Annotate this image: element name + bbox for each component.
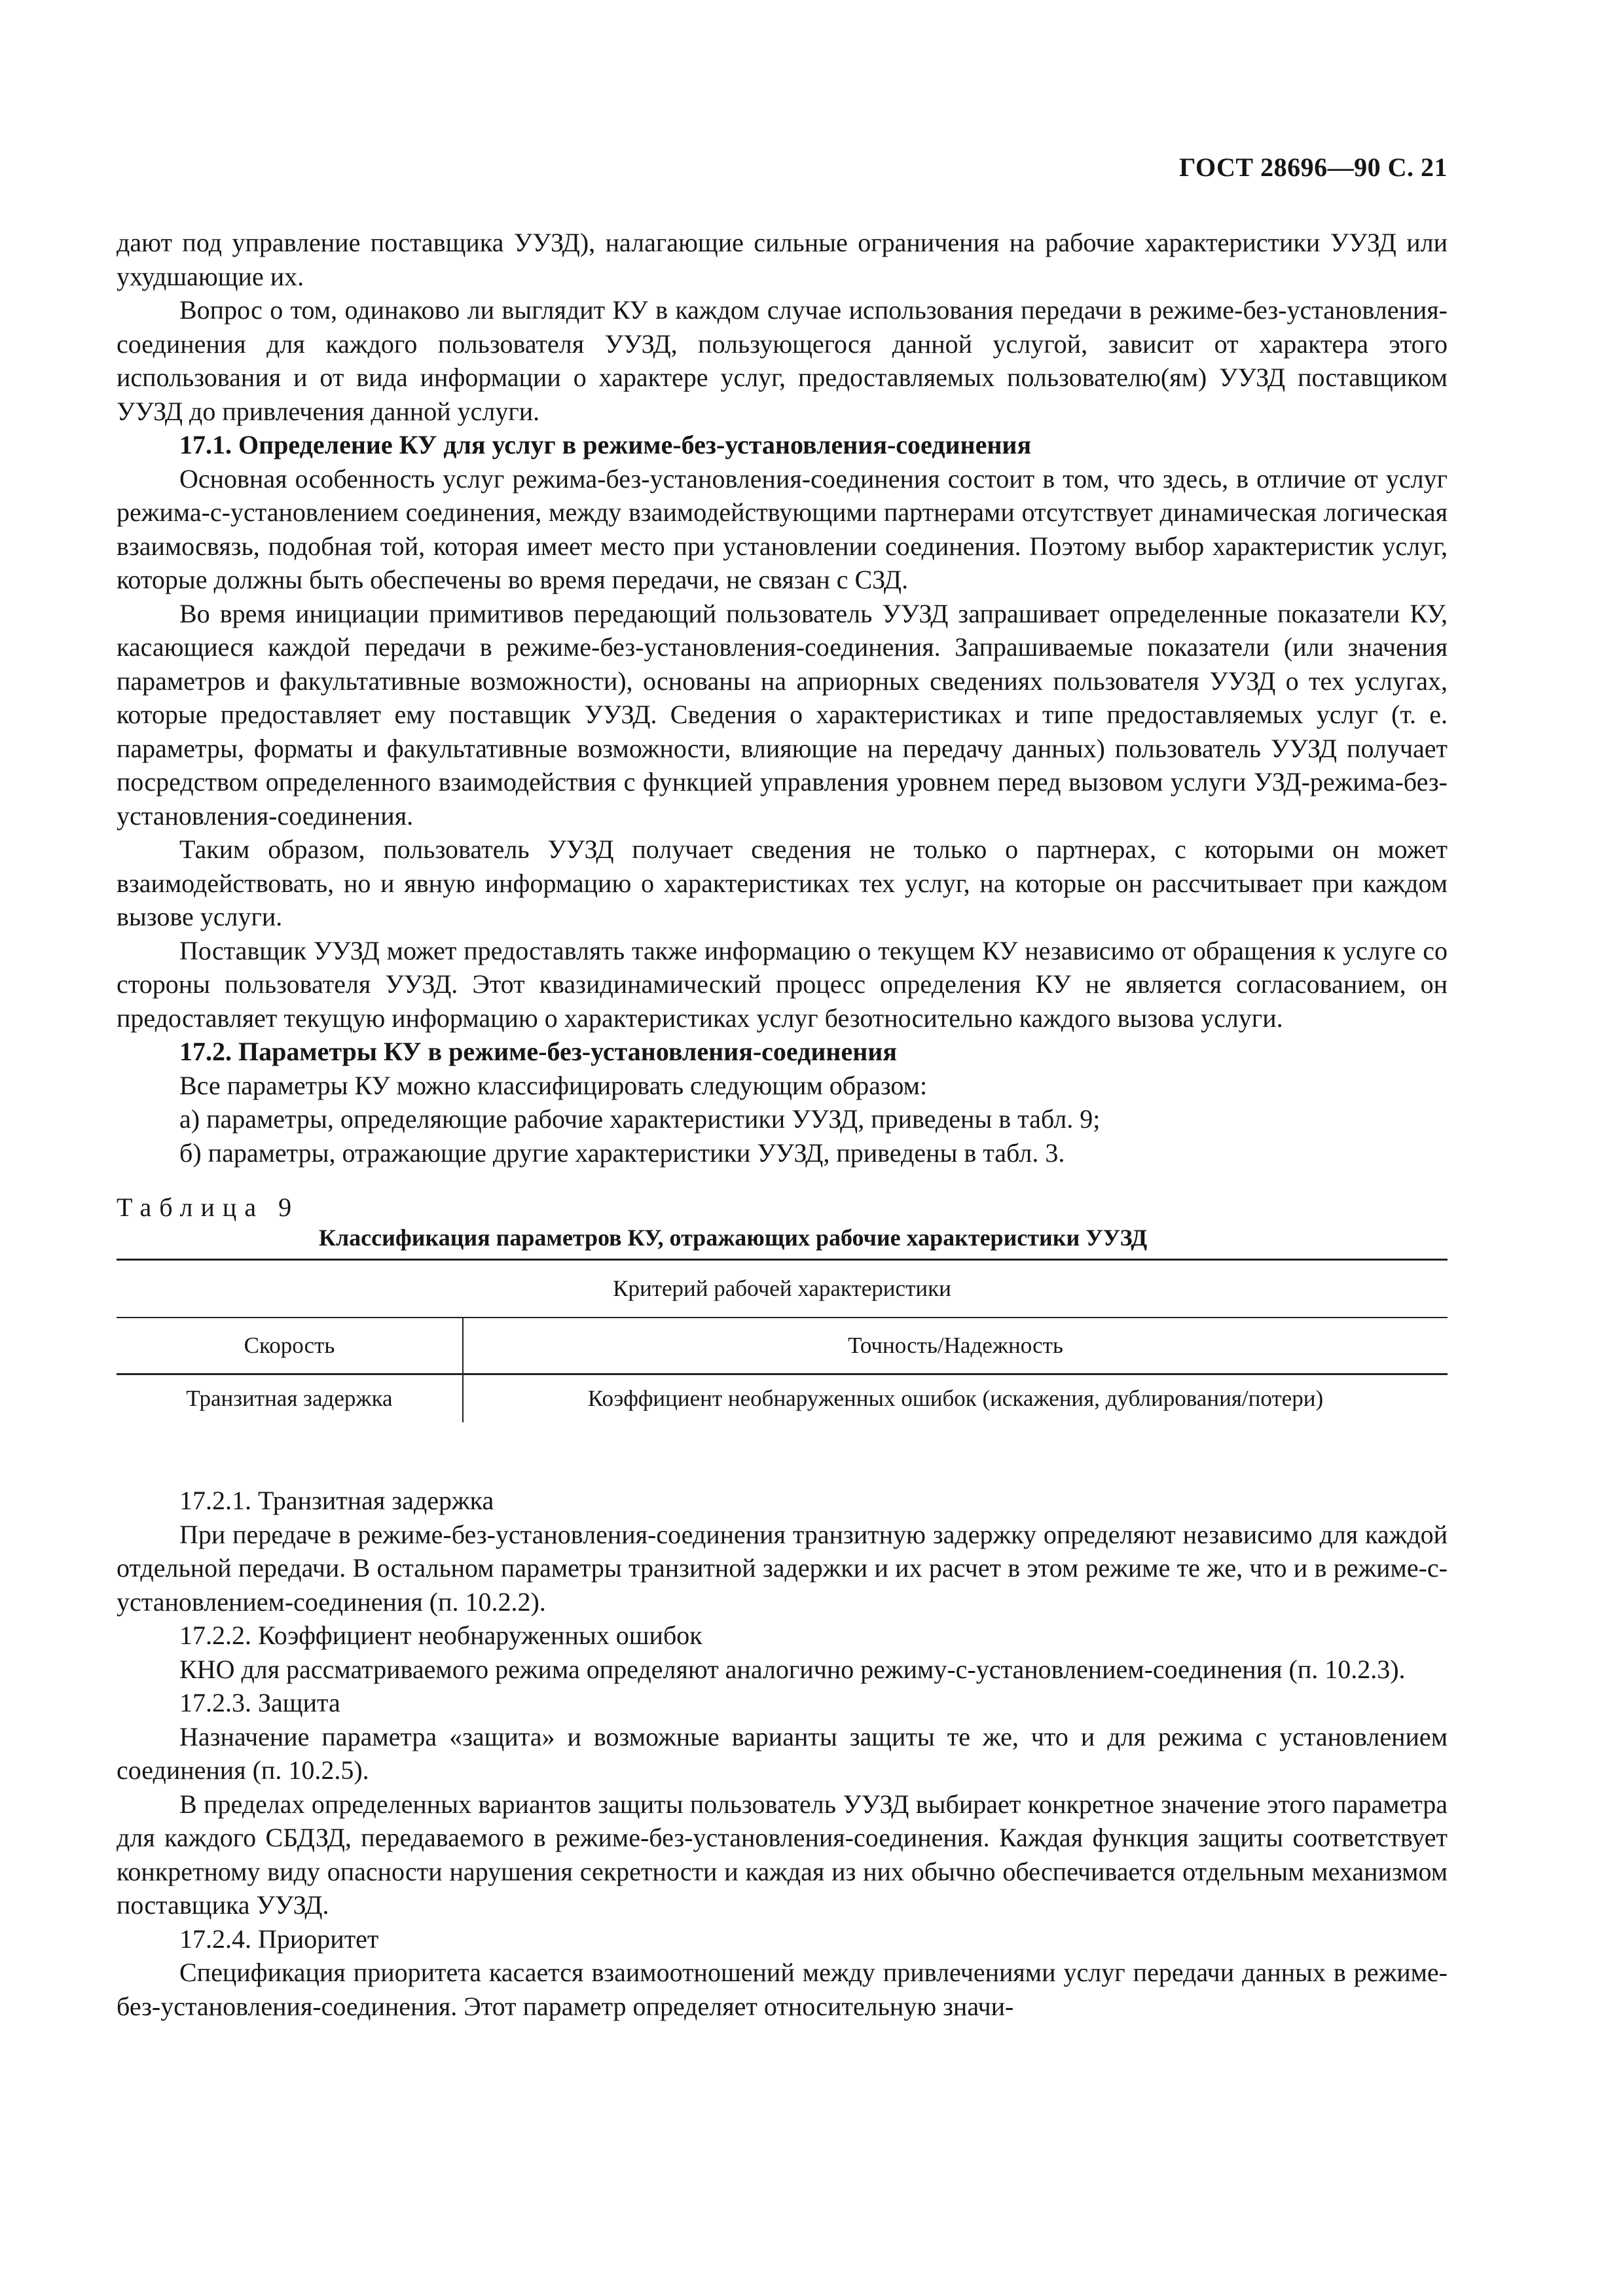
table-label: Таблица 9 xyxy=(117,1193,300,1222)
table-column-header: Скорость xyxy=(117,1318,463,1374)
paragraph: Основная особенность услуг режима-без-установления-соединения состоит в том, что здесь, в отличие от услуг режима-с-установлением соединения, между взаимодействующими партнерами отсутствует динамическая логическая взаимосвязь, подобная той, которая имеет место при установлении соединения. Поэтому выбор характеристик услуг, которые должны быть обеспечены во время передачи, не связан с СЗД. xyxy=(117,463,1448,594)
paragraph: Назначение параметра «защита» и возможные варианты защиты те же, что и для режима с установлением соединения (п. 10.2.5). xyxy=(117,1721,1448,1785)
paragraph: При передаче в режиме-без-установления-соединения транзитную задержку определяют независимо для каждой отдельной передачи. В остальном параметры транзитной задержки и их расчет в этом режиме те же, что и в режиме-с-установлением-соединения (п. 10.2.2). xyxy=(117,1519,1448,1617)
table-title: Классификация параметров КУ, отражающих рабочие характеристики УУЗД xyxy=(318,1225,1148,1251)
paragraph: Вопрос о том, одинаково ли выглядит КУ в каждом случае использования передачи в режиме-без-установления-соединения для каждого пользователя УУЗД, пользующегося данной услугой, зависит от характера этого использования и от вида информации о характере услуг, предоставляемых пользователю(ям) УУЗД поставщиком УУЗД до привлечения данной услуги. xyxy=(117,295,1448,426)
paragraph: Во время инициации примитивов передающий пользователь УУЗД запрашивает определенные показатели КУ, касающиеся каждой передачи в режиме-без-установления-соединения. Запрашиваемые показатели (или значения параметров и факультативные возможности), основаны на априорных сведениях пользователя УУЗД о тех услугах, которые предоставляет ему поставщик УУЗД. Сведения о характеристиках и типе предоставляемых услуг (т. е. параметры, форматы и факультативные возможности, влияющие на передачу данных) пользователь УУЗД получает посредством определенного взаимодействия с функцией управления уровнем перед вызовом услуги УЗД-режима-без-установления-соединения. xyxy=(117,598,1448,831)
paragraph: Поставщик УУЗД может предоставлять также информацию о текущем КУ независимо от обращения к услуге со стороны пользователя УУЗД. Этот квазидинамический процесс определения КУ не является согласованием, он предоставляет текущую информацию о характеристиках услуг безотносительно каждого вызова услуги. xyxy=(117,935,1448,1033)
paragraph: Таким образом, пользователь УУЗД получает сведения не только о партнерах, с которыми он может взаимодействовать, но и явную информацию о характеристиках тех услуг, на которые он рассчитывает при каждом вызове услуги. xyxy=(117,834,1448,931)
table-criterion-header: Критерий рабочей характеристики xyxy=(117,1260,1448,1318)
paragraph: В пределах определенных вариантов защиты пользователь УУЗД выбирает конкретное значение этого параметра для каждого СБДЗД, передаваемого в режиме-без-установления-соединения. Каждая функция защиты соответствует конкретному виду опасности нарушения секретности и каждая из них обычно обеспечивается отдельным механизмом поставщика УУЗД. xyxy=(117,1789,1448,1920)
list-item: а) параметры, определяющие рабочие характеристики УУЗД, приведены в табл. 9; xyxy=(179,1104,1101,1134)
table-row xyxy=(117,1374,1448,1423)
paragraph: Спецификация приоритета касается взаимоотношений между привлечениями услуг передачи данных в режиме-без-установления-соединения. Этот параметр определяет относительную значи- xyxy=(117,1958,1448,2021)
list-item: б) параметры, отражающие другие характеристики УУЗД, приведены в табл. 3. xyxy=(179,1138,1065,1168)
subsection-title: 17.2.3. Защита xyxy=(179,1688,340,1717)
subsection-title: 17.2.4. Приоритет xyxy=(179,1924,379,1954)
section-heading-17-2: 17.2. Параметры КУ в режиме-без-установления-соединения xyxy=(179,1037,897,1066)
table-cell: Коэффициент необнаруженных ошибок (искажения, дублирования/потери) xyxy=(587,1386,1324,1411)
subsection-title: 17.2.2. Коэффициент необнаруженных ошибок xyxy=(179,1621,702,1650)
section-heading-17-1: 17.1. Определение КУ для услуг в режиме-без-установления-соединения xyxy=(179,430,1032,459)
paragraph: Все параметры КУ можно классифицировать следующим образом: xyxy=(179,1070,928,1100)
paragraph: дают под управление поставщика УУЗД), налагающие сильные ограничения на рабочие характеристики УУЗД или ухудшающие их. xyxy=(117,228,1448,291)
table-9 xyxy=(117,1259,1448,1422)
paragraph: КНО для рассматриваемого режима определяют аналогично режиму-с-установлением-соединения (п. 10.2.3). xyxy=(179,1654,1406,1684)
table-column-header: Точность/Надежность xyxy=(463,1318,1448,1374)
page-header: ГОСТ 28696—90 С. 21 xyxy=(1178,152,1448,182)
table-cell: Транзитная задержка xyxy=(117,1374,463,1423)
document-body xyxy=(117,226,1448,2023)
subsection-title: 17.2.1. Транзитная задержка xyxy=(179,1486,494,1515)
